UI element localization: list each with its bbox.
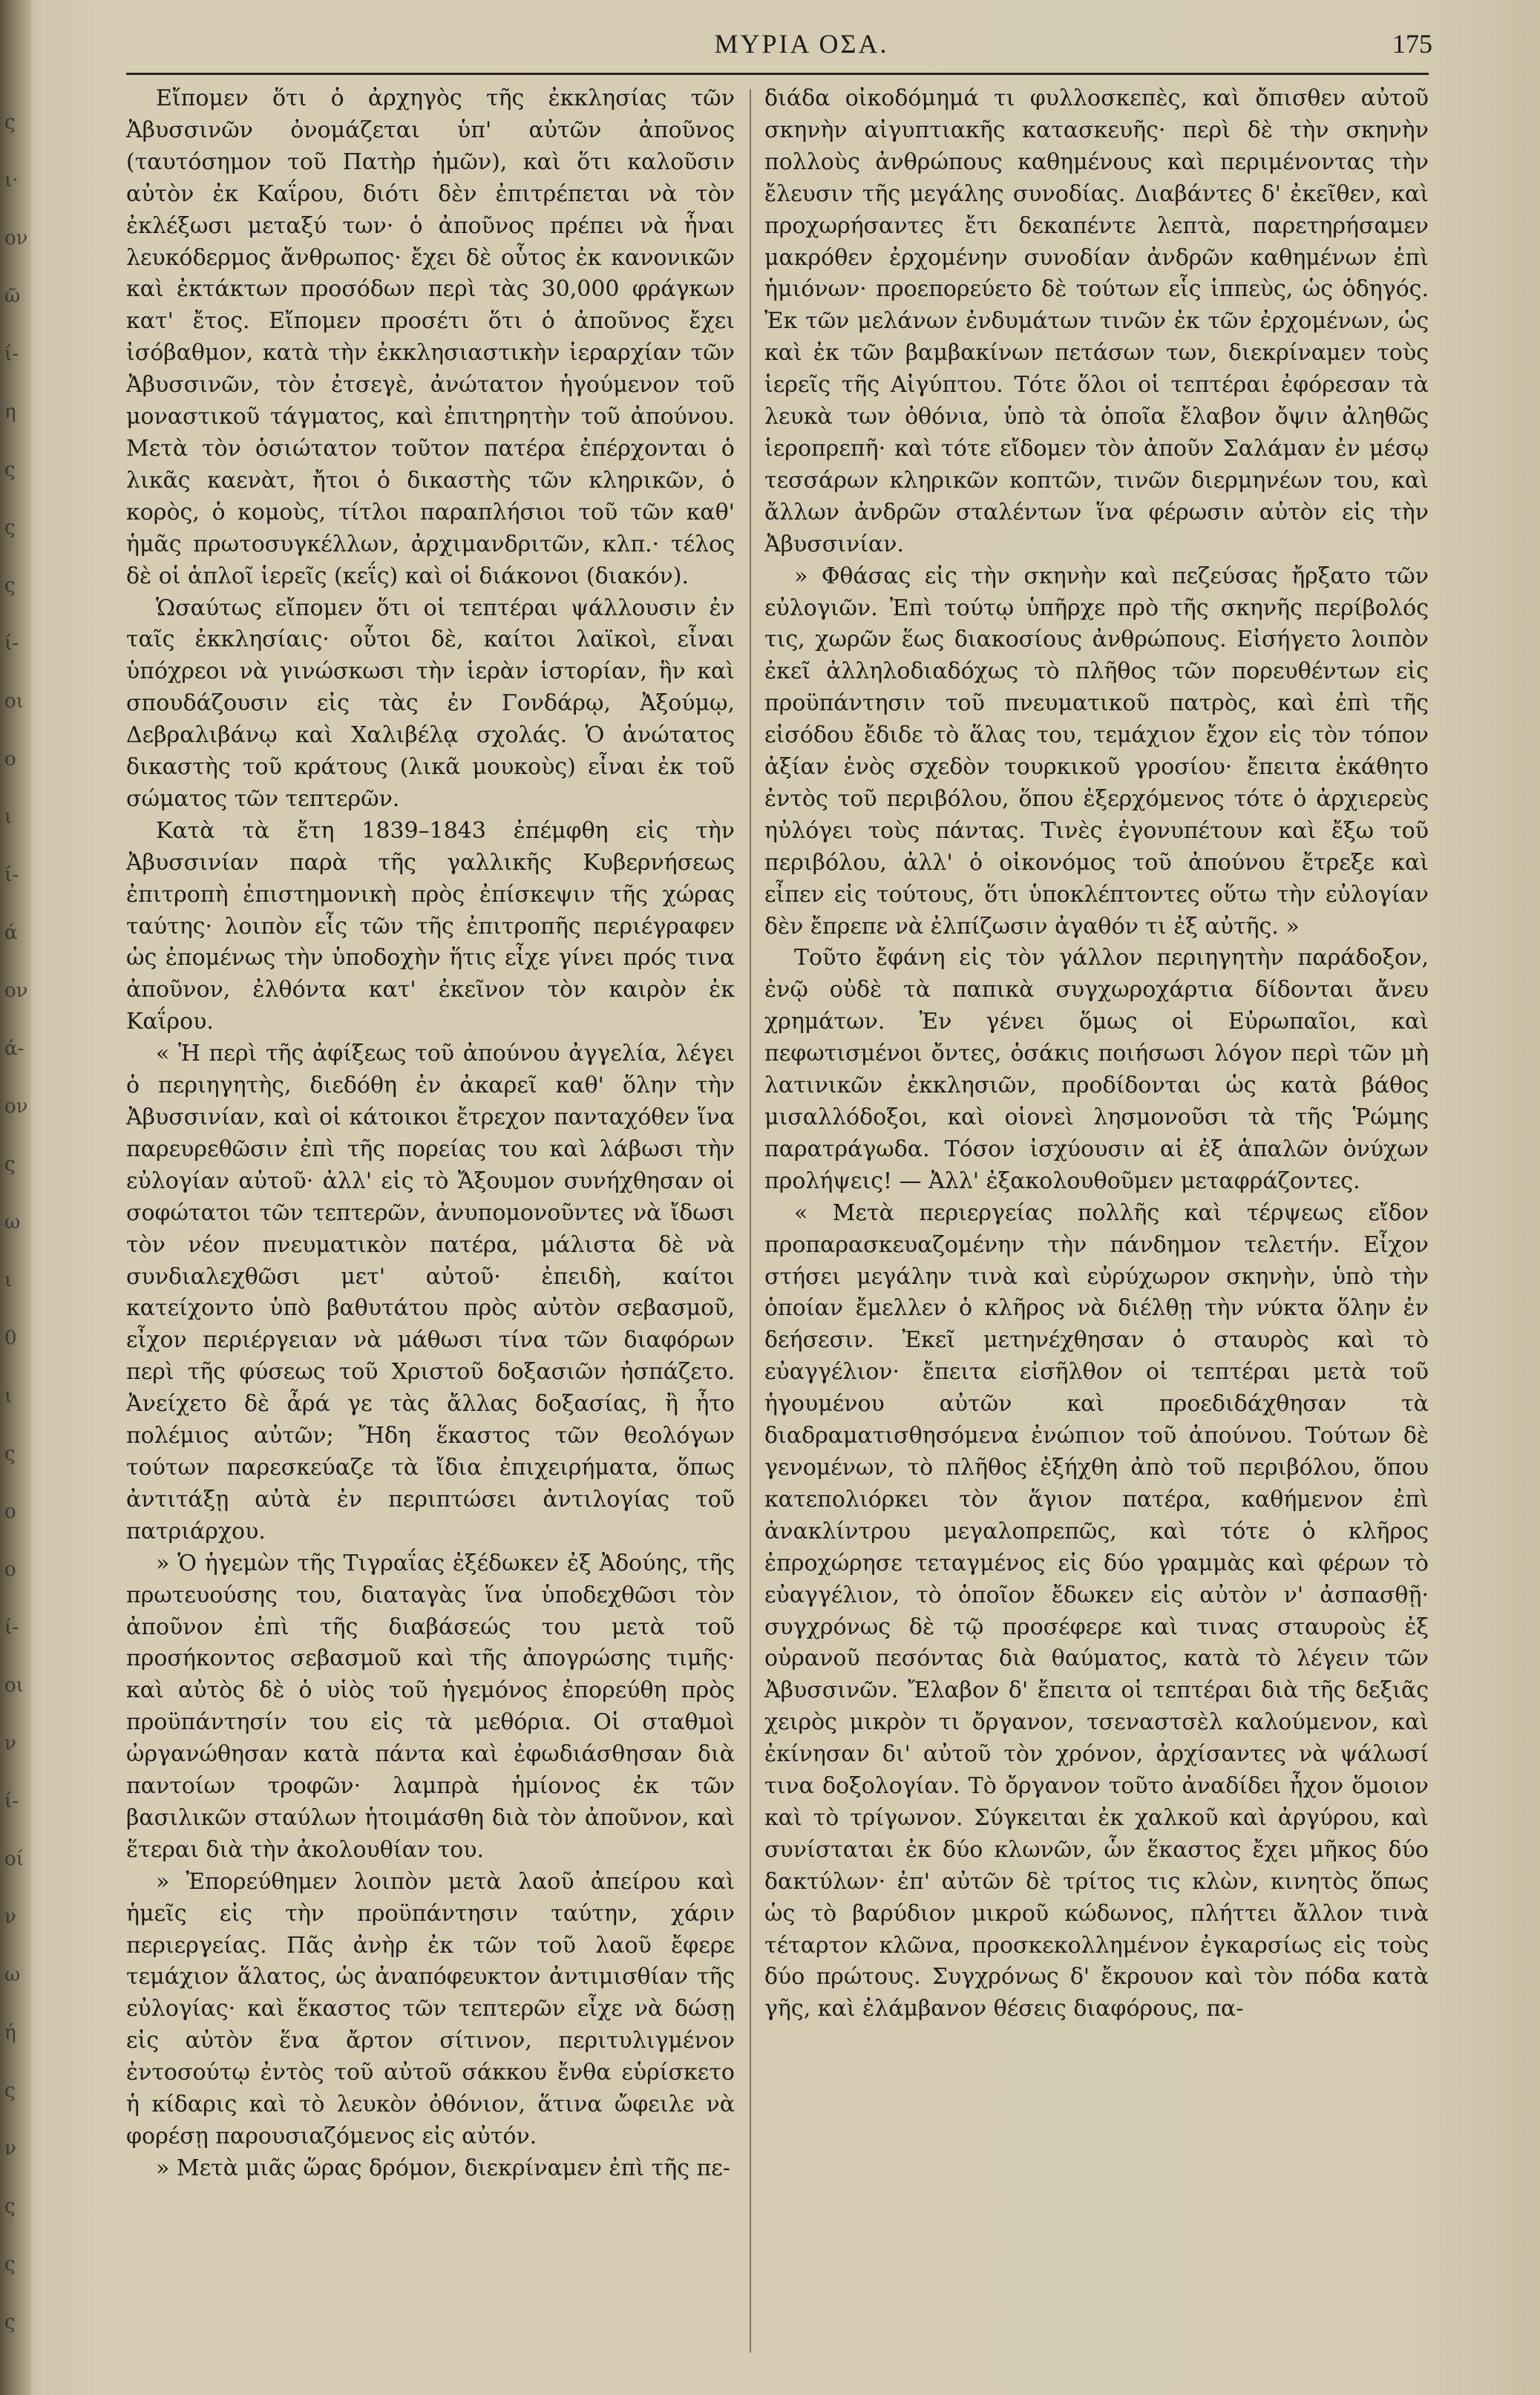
edge-fragment: ο — [4, 1559, 16, 1581]
paragraph: Ὡσαύτως εἴπομεν ὅτι οἱ τεπτέραι ψάλλουσιν ἐν ταῖς ἐκκλησίαις· οὗτοι δὲ, καίτοι λαϊκοὶ, εἶναι ὑπόχρεοι νὰ γινώσκωσι τὴν ἱερὰν ἱστορίαν, ἣν καὶ σπουδάζουσιν εἰς τὰς ἐν Γονδάρῳ, Ἀξούμῳ, Δεβραλιβάνῳ καὶ Χαλιβέλᾳ σχολάς. Ὁ ἀνώτατος δικαστὴς τοῦ κράτους (λικᾶ μουκοὺς) εἶναι ἐκ τοῦ σώματος τῶν τεπτερῶν. — [126, 594, 735, 812]
left-column — [126, 83, 735, 2185]
paragraph: Εἴπομεν ὅτι ὁ ἀρχηγὸς τῆς ἐκκλησίας τῶν Ἀβυσσινῶν ὀνομάζεται ὑπ' αὐτῶν ἀποῦνος (ταυτόσημον τοῦ Πατὴρ ἡμῶν), καὶ ὅτι καλοῦσιν αὐτὸν ἐκ Καΐρου, διότι δὲν ἐπιτρέπεται νὰ τὸν ἐκλέξωσι μεταξύ των· ὁ ἀποῦνος πρέπει νὰ ἦναι λευκόδερμος ἄνθρωπος· ἔχει δὲ οὗτος ἐκ κανονικῶν καὶ ἐκτάκτων προσόδων περὶ τὰς 30,000 φράγκων κατ' ἔτος. Εἴπομεν προσέτι ὅτι ὁ ἀποῦνος ἔχει ἰσόβαθμον, κατὰ τὴν ἐκκλησιαστικὴν ἱεραρχίαν τῶν Ἀβυσσινῶν, τὸν ἐτσεγὲ, ἀνώτατον ἡγούμενον τοῦ μοναστικοῦ τάγματος, καὶ ἐπιτηρητὴν τοῦ ἀπούνου. Μετὰ τὸν ὁσιώτατον τοῦτον πατέρα ἐπέρχονται ὁ λικᾶς καενὰτ, ἤτοι ὁ δικαστὴς τῶν κληρικῶν, ὁ κορὸς, ὁ κομοὺς, τίτλοι παραπλήσιοι τοῦ τῶν καθ' ἡμᾶς πρωτοσυγκέλλων, ἀρχιμανδριτῶν, κλπ.· τέλος δὲ οἱ ἁπλοῖ ἱερεῖς (κεΐς) καὶ οἱ διάκονοι (διακόν). — [126, 85, 735, 589]
paragraph: » Ἐπορεύθημεν λοιπὸν μετὰ λαοῦ ἀπείρου καὶ ἡμεῖς εἰς τὴν προϋπάντησιν ταύτην, χάριν περιεργείας. Πᾶς ἀνὴρ ἐκ τῶν τοῦ λαοῦ ἔφερε τεμάχιον ἅλατος, ὡς ἀναπόφευκτον ἀντιμισθίαν τῆς εὐλογίας· καὶ ἕκαστος τῶν τεπτερῶν εἶχε νὰ δώσῃ εἰς αὐτὸν ἕνα ἄρτον σίτινον, περιτυλιγμένον ἐντοσούτῳ ἐντὸς τοῦ αὐτοῦ σάκκου ἔνθα εὑρίσκετο ἡ κίδαρις καὶ τὸ λευκὸν ὀθόνιον, ἅτινα ὤφειλε νὰ φορέσῃ παρουσιαζόμενος εἰς αὐτόν. — [126, 1868, 735, 2149]
edge-fragment: ά — [4, 922, 18, 944]
edge-fragment: ς — [4, 1153, 16, 1176]
edge-fragment: οί — [4, 1848, 24, 1870]
paragraph: Κατὰ τὰ ἔτη 1839–1843 ἐπέμφθη εἰς τὴν Ἀβυσσινίαν παρὰ τῆς γαλλικῆς Κυβερνήσεως ἐπιτροπὴ ἐπιστημονικὴ πρὸς ἐπίσκεψιν τῆς χώρας ταύτης· λοιπὸν εἷς τῶν τῆς ἐπιτροπῆς περιέγραφεν ὡς ἐπομένως τὴν ὑποδοχὴν ἥτις εἶχε γίνει πρός τινα ἀποῦνον, ἐλθόντα κατ' ἐκεῖνον τὸν καιρὸν ἐκ Καΐρου. — [126, 817, 735, 1035]
edge-fragment: ά- — [4, 1038, 24, 1060]
paragraph: « Ἡ περὶ τῆς ἀφίξεως τοῦ ἀπούνου ἀγγελία, λέγει ὁ περιηγητὴς, διεδόθη ἐν ἀκαρεῖ καθ' ὅλην τὴν Ἀβυσσινίαν, καὶ οἱ κάτοικοι ἔτρεχον πανταχόθεν ἵνα παρευρεθῶσιν ἐπὶ τῆς πορείας του καὶ λάβωσι τὴν εὐλογίαν αὐτοῦ· ἀλλ' εἰς τὸ Ἄξουμον συνήχθησαν οἱ σοφώτατοι τῶν τεπτερῶν, ἀνυπομονοῦντες νὰ ἴδωσι τὸν νέον πνευματικὸν πατέρα, μάλιστα δὲ νὰ συνδιαλεχθῶσι μετ' αὐτοῦ· ἐπειδὴ, καίτοι κατείχοντο ὑπὸ βαθυτάτου πρὸς αὐτὸν σεβασμοῦ, εἶχον περιέργειαν νὰ μάθωσι τίνα τῶν διαφόρων περὶ τῆς φύσεως τοῦ Χριστοῦ δοξασιῶν ἠσπάζετο. Ἀνείχετο δὲ ἆρά γε τὰς ἄλλας δοξασίας, ἢ ἦτο πολέμιος αὐτῶν; Ἤδη ἕκαστος τῶν θεολόγων τούτων παρεσκεύαζε τὰ ἴδια ἐπιχειρήματα, ὅπως ἀντιτάξῃ αὐτὰ ἐν περιπτώσει ἀντιλογίας τοῦ πατριάρχου. — [126, 1041, 735, 1544]
running-head — [134, 28, 1432, 73]
edge-fragment: 0 — [4, 1327, 17, 1349]
edge-fragment: ω — [4, 1211, 21, 1233]
edge-fragment: ς — [4, 2253, 16, 2276]
edge-fragment: ς — [4, 2311, 16, 2333]
edge-fragment: ν — [4, 1732, 16, 1755]
edge-fragment: ί- — [4, 1790, 19, 1812]
edge-fragment: ον — [4, 980, 28, 1002]
edge-fragment: ή — [4, 2022, 16, 2044]
edge-fragment: η — [4, 401, 16, 423]
edge-fragment: ί- — [4, 864, 19, 886]
header-rule — [126, 73, 1429, 75]
paragraph: » Μετὰ μιᾶς ὥρας δρόμον, διεκρίναμεν ἐπὶ τῆς πε- — [156, 2155, 730, 2181]
edge-fragment: οι — [4, 690, 24, 712]
edge-fragment: ι· — [4, 169, 19, 191]
binding-edge — [0, 0, 31, 2395]
edge-fragment: ί- — [4, 632, 19, 655]
edge-fragment: ι — [4, 1385, 13, 1407]
edge-fragment: ς — [4, 574, 16, 597]
paragraph: » Φθάσας εἰς τὴν σκηνὴν καὶ πεζεύσας ἤρξατο τῶν εὐλογιῶν. Ἐπὶ τούτῳ ὑπῆρχε πρὸ τῆς σκηνῆς περίβολός τις, χωρῶν ἕως διακοσίους ἀνθρώπους. Εἰσήγετο λοιπὸν ἐκεῖ ἀλληλοδιαδόχως τὸ πλῆθος τῶν πορευθέντων εἰς προϋπάντησιν τοῦ πνευματικοῦ πατρὸς, καὶ ἐπὶ τῆς εἰσόδου ἔδιδε τὸ ἅλας του, τεμάχιον ἔχον εἰς τὸν τόπον ἀξίαν ἑνὸς σχεδὸν τουρκικοῦ γροσίου· ἔπειτα ἐκάθητο ἐντὸς τοῦ περιβόλου, ὅπου ἐξερχόμενος τότε ὁ ἀρχιερεὺς ηὐλόγει τοὺς πάντας. Τινὲς ἐγονυπέτουν καὶ ἔξω τοῦ περιβόλου, ἀλλ' ὁ οἰκονόμος τοῦ ἀπούνου ἔτρεξε καὶ εἶπεν εἰς τούτους, ὅτι ὑποκλέπτοντες οὕτω τὴν εὐλογίαν δὲν ἔπρεπε νὰ ἐλπίζωσιν ἀγαθόν τι ἐξ αὐτῆς. » — [764, 563, 1429, 940]
running-title: ΜΥΡΙΑ ΟΣΑ. — [714, 29, 889, 59]
edge-fragment: ν — [4, 1906, 16, 1928]
edge-fragment: ς — [4, 2080, 16, 2102]
paragraph: διάδα οἰκοδόμημά τι φυλλοσκεπὲς, καὶ ὄπισθεν αὐτοῦ σκηνὴν αἰγυπτιακῆς κατασκευῆς· περὶ δὲ τὴν σκηνὴν πολλοὺς ἀνθρώπους καθημένους καὶ περιμένοντας τὴν ἔλευσιν τῆς μεγάλης συνοδίας. Διαβάντες δ' ἐκεῖθεν, καὶ προχωρήσαντες ἔτι δεκαπέντε λεπτὰ, παρετηρήσαμεν μακρόθεν ἐρχομένην συνοδίαν ἀνδρῶν καθημένων ἐπὶ ἡμιόνων· προεπορεύετο δὲ τούτων εἷς ἱππεὺς, ὡς ὁδηγός. Ἐκ τῶν μελάνων ἐνδυμάτων τινῶν ἐκ τῶν ἐρχομένων, ὡς καὶ ἐκ τῶν βαμβακίνων πετάσων των, διεκρίναμεν τοὺς ἱερεῖς τῆς Αἰγύπτου. Τότε ὅλοι οἱ τεπτέραι ἐφόρεσαν τὰ λευκὰ των ὀθόνια, ὑπὸ τὰ ὁποῖα ἔλαβον ὄψιν ἀληθῶς ἱεροπρεπῆ· καὶ τότε εἴδομεν τὸν ἀποῦν Σαλάμαν ἐν μέσῳ τεσσάρων κληρικῶν κοπτῶν, τινῶν διερμηνέων του, καὶ ἄλλων ἀνδρῶν σταλέντων ἵνα φέρωσιν αὐτὸν εἰς τὴν Ἀβυσσινίαν. — [764, 85, 1429, 557]
edge-fragment: ι — [4, 806, 13, 828]
edge-fragment: ς — [4, 2195, 16, 2218]
paragraph: » Ὁ ἡγεμὼν τῆς Τιγραΐας ἐξέδωκεν ἐξ Ἀδούης, τῆς πρωτευούσης του, διαταγὰς ἵνα ὑποδεχθῶσι τὸν ἀποῦνον ἐπὶ τῆς διαβάσεώς του μετὰ τοῦ προσήκοντος σεβασμοῦ καὶ τῆς ἀπογρώσης τιμῆς· καὶ αὐτὸς δὲ ὁ υἱὸς τοῦ ἡγεμόνος ἐπορεύθη πρὸς προϋπάντησίν του εἰς τὰ μεθόρια. Οἱ σταθμοὶ ὠργανώθησαν κατὰ πάντα καὶ ἐφωδιάσθησαν διὰ παντοίων τροφῶν· λαμπρὰ ἡμίονος ἐκ τῶν βασιλικῶν σταύλων ἡτοιμάσθη διὰ τὸν ἀποῦνον, καὶ ἕτεραι διὰ τὴν ἀκολουθίαν του. — [126, 1550, 735, 1863]
edge-fragment: ς — [4, 111, 16, 134]
edge-fragment: ῶ — [4, 285, 21, 307]
right-column — [764, 83, 1429, 2025]
edge-fragment: ο — [4, 1501, 16, 1523]
paragraph: Τοῦτο ἔφάνη εἰς τὸν γάλλον περιηγητὴν παράδοξον, ἐνῷ οὐδὲ τὰ παπικὰ συγχωροχάρτια δίδονται ἄνευ χρημάτων. Ἐν γένει ὅμως οἱ Εὐρωπαῖοι, καὶ πεφωτισμένοι ὄντες, ὁσάκις ποιήσωσι λόγον περὶ τῶν μὴ λατινικῶν ἐκκλησιῶν, προδίδονται ὡς κατὰ βάθος μισαλλόδοξοι, καὶ οἱονεὶ λησμονοῦσι τὰ τῆς Ῥώμης παρατράγωδα. Τόσον ἰσχύουσιν αἱ ἐξ ἁπαλῶν ὀνύχων προλήψεις! — Ἀλλ' ἐξακολουθοῦμεν μεταφράζοντες. — [764, 945, 1429, 1194]
edge-fragment: ον — [4, 227, 28, 249]
edge-fragment: ν — [4, 2137, 16, 2160]
edge-fragment: ί- — [4, 1616, 19, 1639]
edge-fragment: ο — [4, 748, 16, 770]
edge-fragment: ς — [4, 1443, 16, 1465]
edge-fragment: ι — [4, 1269, 13, 1291]
edge-fragment: οι — [4, 1674, 24, 1697]
page-number: 175 — [1392, 29, 1432, 59]
edge-fragment: ς — [4, 517, 16, 539]
column-divider — [750, 89, 751, 2353]
edge-fragment: ς — [4, 459, 16, 481]
edge-fragment: ον — [4, 1095, 28, 1118]
paragraph: « Μετὰ περιεργείας πολλῆς καὶ τέρψεως εἴδον προπαρασκευαζομένην τὴν πάνδημον τελετήν. Εἶχον στήσει μεγάλην τινὰ καὶ εὐρύχωρον σκηνὴν, ὑπὸ τὴν ὁποίαν ἔμελλεν ὁ κλῆρος νὰ διέλθῃ τὴν νύκτα ὅλην ἐν δεήσεσιν. Ἐκεῖ μετηνέχθησαν ὁ σταυρὸς καὶ τὸ εὐαγγέλιον· ἔπειτα εἰσῆλθον οἱ τεπτέραι μετὰ τοῦ ἡγουμένου αὐτῶν καὶ προεδιδάχθησαν τὰ διαδραματισθησόμενα ἐνώπιον τοῦ ἀπούνου. Τούτων δὲ γενομένων, τὸ πλῆθος ἐξήχθη ἀπὸ τοῦ περιβόλου, ὅπου κατεπολιόρκει τὸν ἅγιον πατέρα, καθήμενον ἐπὶ ἀνακλίντρου μεγαλοπρεπῶς, καὶ τότε ὁ κλῆρος ἐπροχώρησε τεταγμένος εἰς δύο γραμμὰς καὶ φέρων τὸ εὐαγγέλιον, τὸ ὁποῖον ἔδωκεν εἰς αὐτὸν ν' ἀσπασθῇ· συγχρόνως δὲ τῷ προσέφερε καὶ τινας σταυροὺς ἐξ οὐρανοῦ πεσόντας διὰ θαύματος, κατὰ τὸ λέγειν τῶν Ἀβυσσινῶν. Ἔλαβον δ' ἔπειτα οἱ τεπτέραι διὰ τῆς δεξιᾶς χειρὸς μικρὸν τι ὄργανον, τσεναστσὲλ καλούμενον, καὶ ἐκίνησαν δι' αὐτοῦ τὸν χρόνον, ἀρχίσαντες νὰ ψάλωσί τινα δοξολογίαν. Τὸ ὄργανον τοῦτο ἀναδίδει ἦχον ὅμοιον καὶ τὸ τρίγωνον. Σύγκειται ἐκ χαλκοῦ καὶ ἀργύρου, καὶ συνίσταται ἐκ δύο κλωνῶν, ὧν ἕκαστος ἔχει μῆκος δύο δακτύλων· ἐπ' αὐτῶν δὲ τρίτος τις κλὼν, κινητὸς ὅπως ὡς τὸ βαρύδιον μικροῦ κώδωνος, πλήττει ἄλλον τινὰ τέταρτον κλῶνα, προσκεκολλημένον ἐγκαρσίως εἰς τοὺς δύο πρώτους. Συγχρόνως δ' ἔκρουον καὶ τὸν πόδα κατὰ γῆς, καὶ ἐλάμβανον θέσεις διαφόρους, πα- — [764, 1199, 1429, 2022]
edge-fragment: ί- — [4, 343, 19, 365]
edge-fragment: ω — [4, 1964, 21, 1986]
